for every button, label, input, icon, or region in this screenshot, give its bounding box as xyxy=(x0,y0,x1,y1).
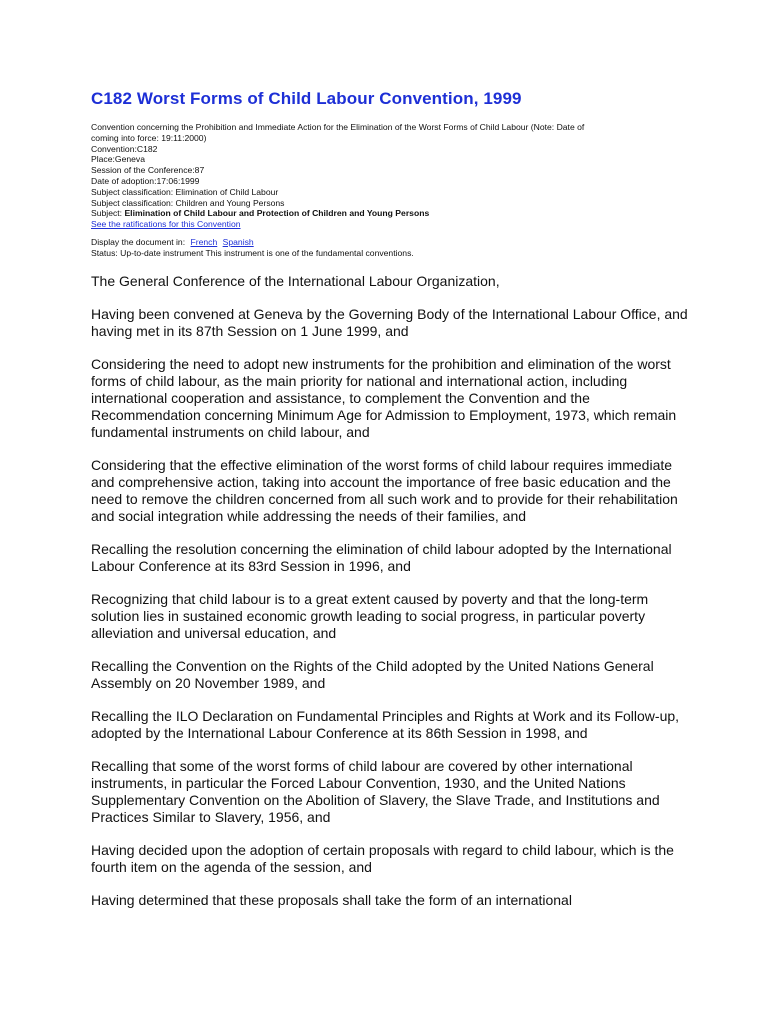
subject-line xyxy=(91,208,691,219)
display-block xyxy=(91,237,691,259)
document-page xyxy=(91,89,691,925)
ratifications-link[interactable]: See the ratifications for this Convention xyxy=(91,219,241,230)
preamble-paragraph: Recognizing that child labour is to a great extent caused by poverty and that the long-term solution lies in sustained economic growth leading to social progress, in particular poverty alleviation and universal education, and xyxy=(91,590,649,641)
preamble-paragraph: Recalling that some of the worst forms of child labour are covered by other international instruments, in particular the Forced Labour Convention, 1930, and the United Nations Supplementary Convention on the Abolition of Slavery, the Slave Trade, and Institutions and Practices Similar to Slavery, 1956, and xyxy=(91,757,660,825)
preamble-paragraph: Having decided upon the adoption of certain proposals with regard to child labour, which is the fourth item on the agenda of the session, and xyxy=(91,841,674,875)
status-line: Status: Up-to-date instrument This instrument is one of the fundamental conventions. xyxy=(91,247,414,258)
subject-label: Subject: xyxy=(91,208,123,219)
display-label: Display the document in: xyxy=(91,236,186,247)
document-title: C182 Worst Forms of Child Labour Convention, 1999 xyxy=(91,89,522,108)
description-line-2: coming into force: 19:11:2000) xyxy=(91,132,207,143)
date-of-adoption: Date of adoption:17:06:1999 xyxy=(91,175,200,186)
preamble-paragraph: Having been convened at Geneva by the Governing Body of the International Labour Office, and having met in its 87th Session on 1 June 1999, and xyxy=(91,305,688,339)
subject-classification-2: Subject classification: Children and Young Persons xyxy=(91,197,285,208)
subject-classification-1: Subject classification: Elimination of Child Labour xyxy=(91,186,279,197)
preamble-paragraph: Considering the need to adopt new instruments for the prohibition and elimination of the worst forms of child labour, as the main priority for national and international action, including international cooperation and assistance, to complement the Convention and the Recommendation concerning Minimum Age for Admission to Employment, 1973, which remain fundamental instruments on child labour, and xyxy=(91,355,677,440)
convention-number: Convention:C182 xyxy=(91,143,158,154)
preamble-paragraph: Recalling the Convention on the Rights of the Child adopted by the United Nations General Assembly on 20 November 1989, and xyxy=(91,657,654,691)
preamble-body xyxy=(91,273,691,909)
preamble-paragraph: Recalling the ILO Declaration on Fundamental Principles and Rights at Work and its Follow-up, adopted by the International Labour Conference at its 86th Session in 1998, and xyxy=(91,707,680,741)
place: Place:Geneva xyxy=(91,154,145,165)
french-link[interactable]: French xyxy=(190,236,218,247)
description-line-1: Convention concerning the Prohibition and Immediate Action for the Elimination of the Worst Forms of Child Labour (Note: Date of xyxy=(91,122,585,132)
display-language-line xyxy=(91,237,691,248)
preamble-paragraph: Considering that the effective elimination of the worst forms of child labour requires immediate and comprehensive action, taking into account the importance of free basic education and the need to remove the children concerned from all such work and to provide for their rehabilitation and social integration while addressing the needs of their families, and xyxy=(91,456,678,524)
preamble-paragraph: Having determined that these proposals shall take the form of an international xyxy=(91,891,572,908)
subject-value: Elimination of Child Labour and Protection of Children and Young Persons xyxy=(124,208,430,219)
spanish-link[interactable]: Spanish xyxy=(222,236,254,247)
metadata-block xyxy=(91,122,691,230)
preamble-paragraph: Recalling the resolution concerning the elimination of child labour adopted by the International Labour Conference at its 83rd Session in 1996, and xyxy=(91,540,672,574)
preamble-paragraph: The General Conference of the International Labour Organization, xyxy=(91,272,500,289)
session: Session of the Conference:87 xyxy=(91,165,205,176)
